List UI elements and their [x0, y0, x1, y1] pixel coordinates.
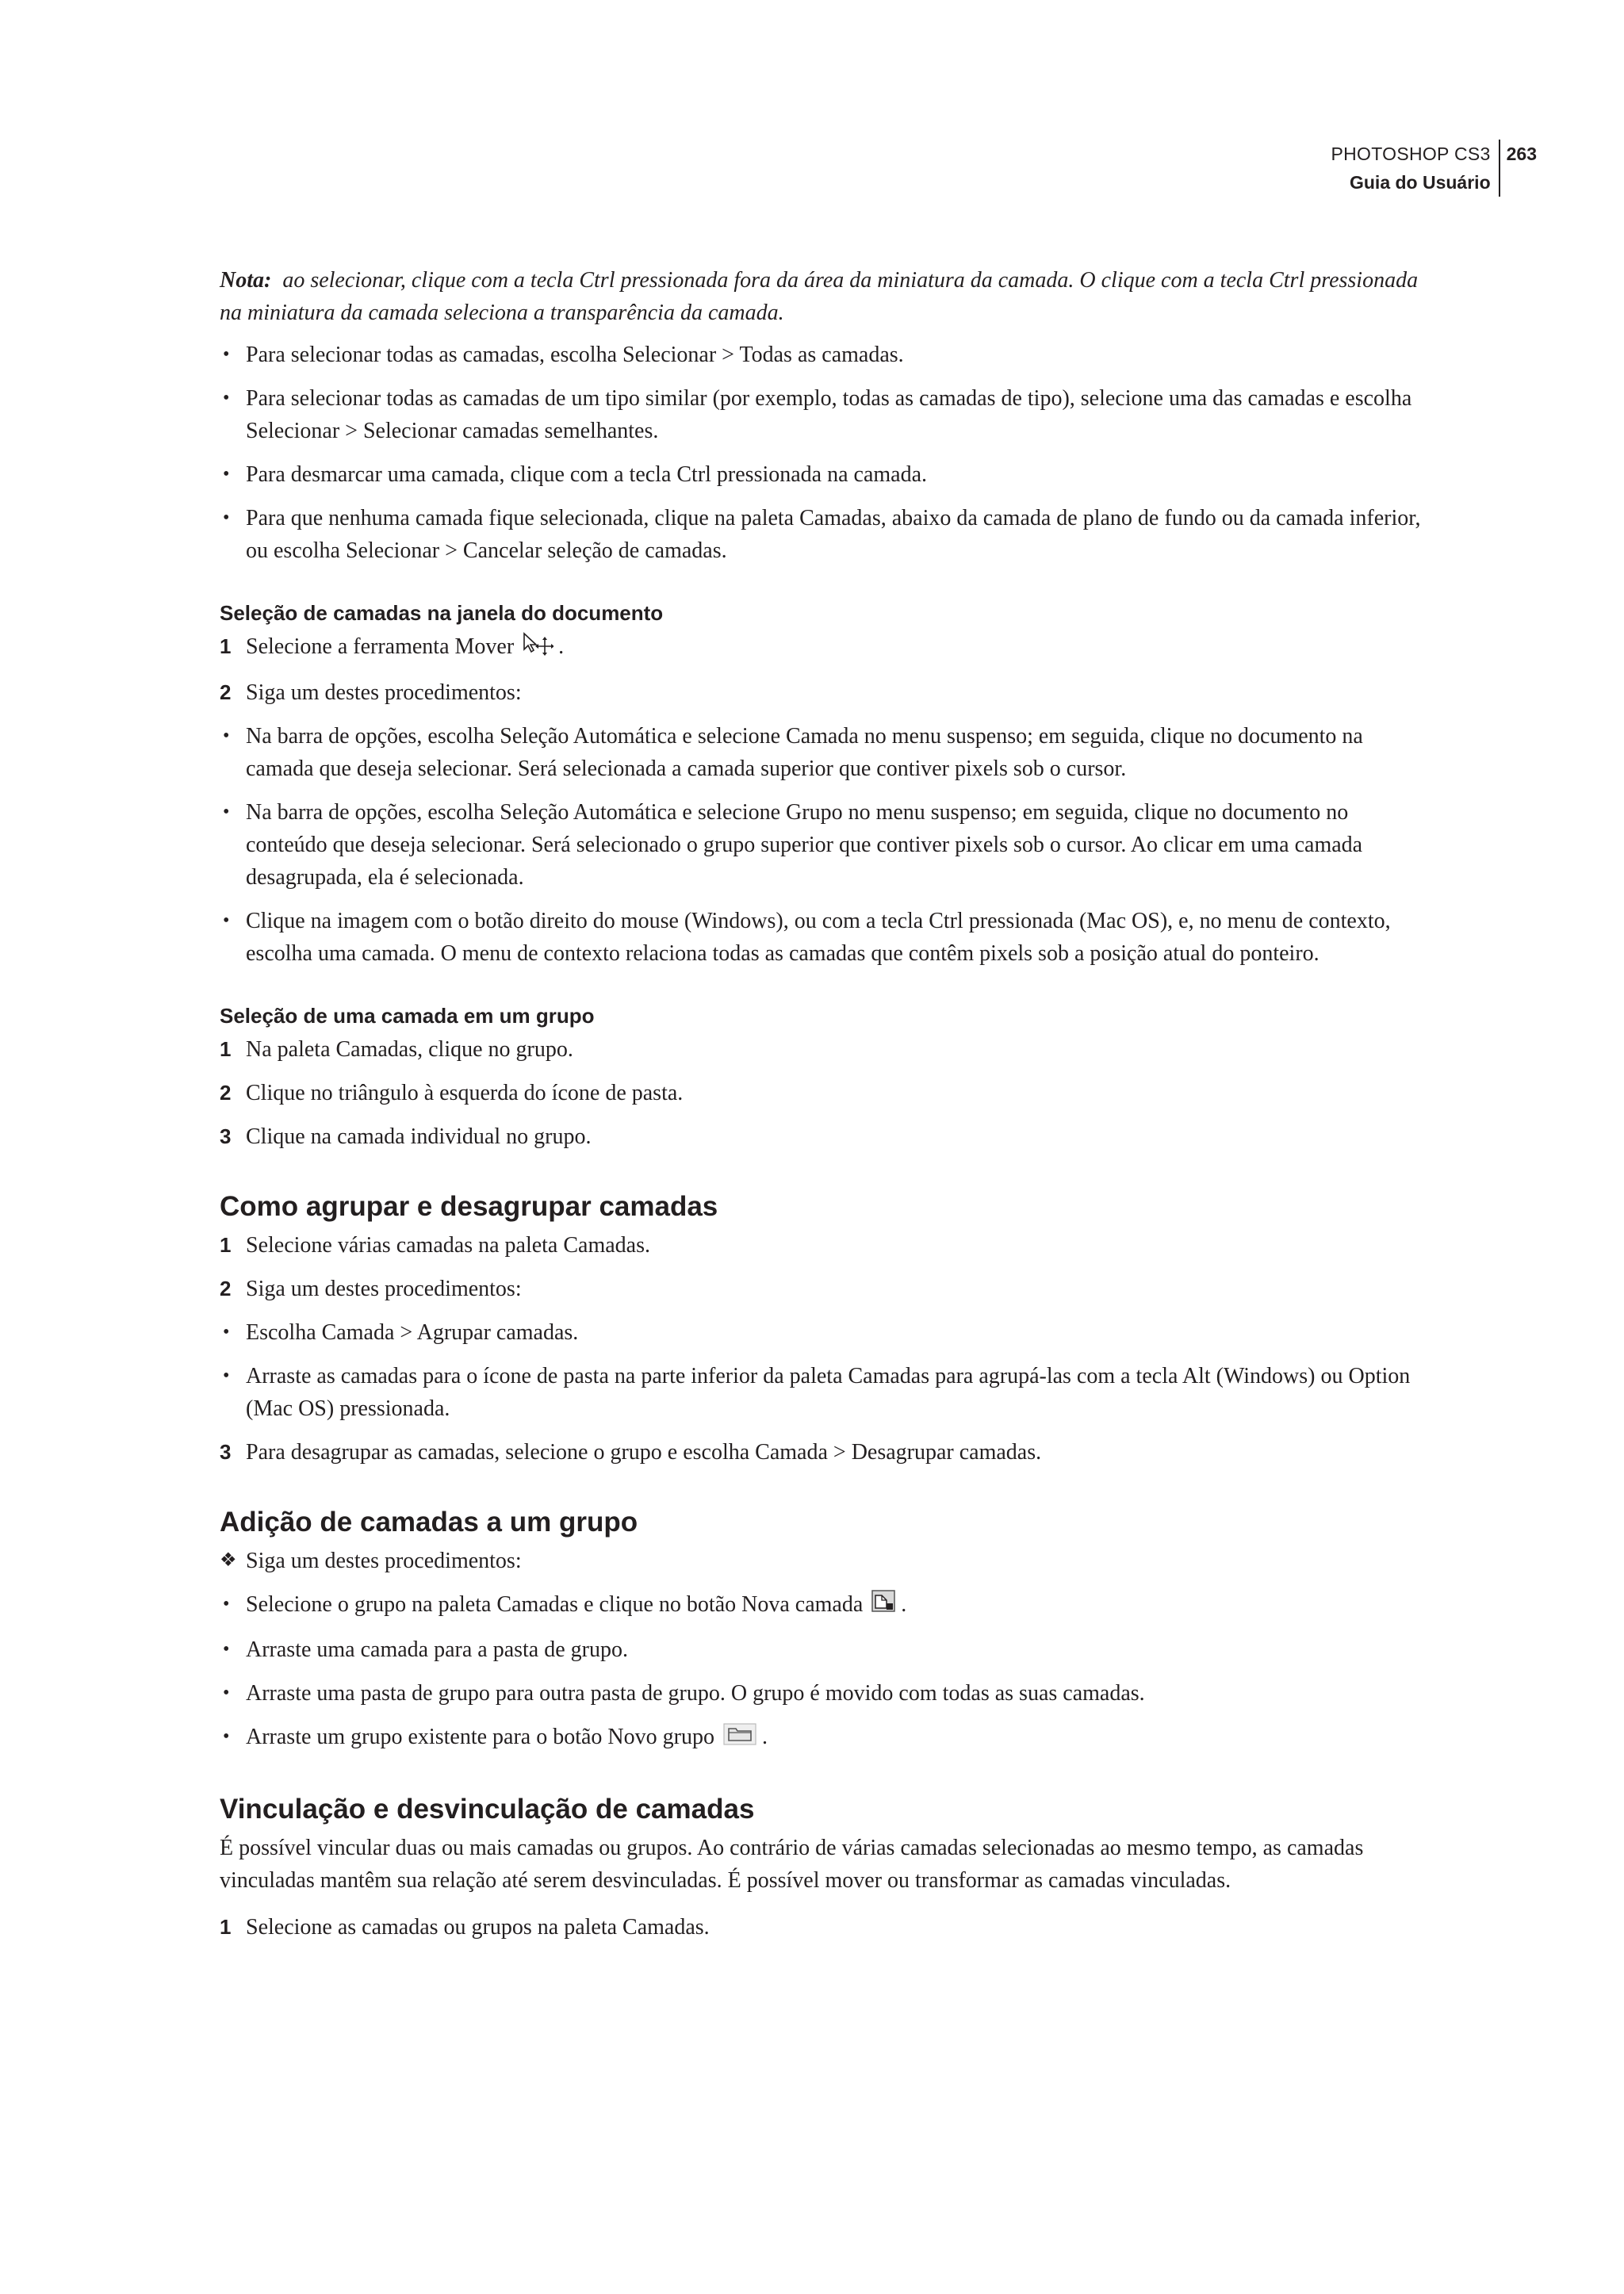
step-number: 2: [220, 1080, 232, 1105]
bullet-mark: •: [223, 1726, 230, 1748]
step-text: Para desagrupar as camadas, selecione o grupo e escolha Camada > Desagrupar camadas.: [246, 1439, 1042, 1465]
list-item: [220, 1677, 1425, 1710]
subheading-group-select: Seleção de uma camada em um grupo: [220, 1003, 595, 1028]
list-item: [220, 720, 1425, 785]
step: [220, 1273, 1425, 1305]
list-item-text: Para selecionar todas as camadas, escolha Selecionar > Todas as camadas.: [246, 343, 904, 367]
new-layer-icon: [871, 1589, 896, 1622]
step-text: Siga um destes procedimentos:: [246, 680, 522, 705]
bullet-mark: •: [223, 1639, 230, 1660]
list-item: [220, 1633, 1425, 1666]
list-item-text: Arraste um grupo existente para o botão Novo grupo: [246, 1725, 714, 1750]
list-item-text: Para que nenhuma camada fique selecionada, clique na paleta Camadas, abaixo da camada de plano de fundo ou da camada inferior, ou escolha Selecionar > Cancelar seleção de camadas.: [246, 506, 1421, 563]
list-item: [220, 458, 1425, 491]
bullet-mark: •: [223, 801, 230, 822]
note: [220, 264, 1425, 329]
paragraph: É possível vincular duas ou mais camadas ou grupos. Ao contrário de várias camadas selecionadas ao mesmo tempo, as camadas vinculadas mantêm sua relação até serem desvinculadas. É possível mover ou transformar as camadas vinculadas.: [220, 1835, 1364, 1893]
heading-link: Vinculação e desvinculação de camadas: [220, 1793, 755, 1825]
procedure-lead: [220, 1545, 1425, 1577]
header-product: PHOTOSHOP CS3: [1331, 144, 1491, 164]
list-item-text-end: .: [761, 1725, 768, 1750]
bullet-mark: •: [223, 1321, 230, 1342]
list-item: [220, 1360, 1425, 1425]
step-number: 1: [220, 1036, 232, 1061]
list-item-text: Selecione o grupo na paleta Camadas e clique no botão Nova camada: [246, 1591, 864, 1617]
step-number: 1: [220, 634, 232, 658]
bullet-mark: •: [223, 344, 230, 365]
list-item-text: Arraste uma camada para a pasta de grupo.: [246, 1637, 628, 1663]
step-text-end: .: [558, 634, 565, 659]
step-text: Clique na camada individual no grupo.: [246, 1124, 592, 1149]
bullet-mark: •: [223, 388, 230, 408]
note-label: Nota:: [220, 268, 272, 293]
bullet-mark: •: [223, 1365, 230, 1386]
header-text: [1331, 140, 1498, 197]
bullet-mark: •: [223, 1683, 230, 1704]
list-item-text: Arraste as camadas para o ícone de pasta na parte inferior da paleta Camadas para agrupá-las com a tecla Alt (Windows) ou Option (Mac OS) pressionada.: [246, 1363, 1411, 1421]
step: [220, 1436, 1425, 1469]
header-guide: Guia do Usuário: [1349, 172, 1491, 193]
step-text: Selecione várias camadas na paleta Camadas.: [246, 1232, 650, 1258]
list-item: [220, 796, 1425, 894]
step: [220, 1911, 1425, 1944]
step: [220, 630, 1425, 665]
page-number: 263: [1506, 144, 1537, 164]
step-number: 2: [220, 1276, 232, 1300]
move-tool-icon: [522, 632, 553, 665]
page-content: [220, 264, 1425, 1955]
step-number: 3: [220, 1439, 232, 1464]
step: [220, 676, 1425, 709]
list-item: [220, 1316, 1425, 1349]
list-item-text: Na barra de opções, escolha Seleção Automática e selecione Camada no menu suspenso; em seguida, clique no documento na camada que deseja selecionar. Será selecionada a camada superior que contiver pixels sob o cursor.: [246, 723, 1363, 781]
subheading-doc-window: Seleção de camadas na janela do documento: [220, 601, 664, 625]
page-header: [1331, 140, 1537, 197]
bullet-mark: •: [223, 464, 230, 484]
list-item: [220, 502, 1425, 567]
step-text: Na paleta Camadas, clique no grupo.: [246, 1036, 573, 1062]
diamond-mark: ❖: [220, 1549, 237, 1571]
step: [220, 1229, 1425, 1262]
list-item: [220, 1588, 1425, 1623]
list-item-text: Escolha Camada > Agrupar camadas.: [246, 1319, 579, 1345]
step-number: 2: [220, 680, 232, 704]
heading-grouping: Como agrupar e desagrupar camadas: [220, 1190, 718, 1222]
heading-add: Adição de camadas a um grupo: [220, 1506, 638, 1538]
step-number: 1: [220, 1914, 232, 1939]
list-item-text: Clique na imagem com o botão direito do mouse (Windows), ou com a tecla Ctrl pressionada (Mac OS), e, no menu de contexto, escolha uma camada. O menu de contexto relaciona todas as camadas que contêm pixels sob a posição atual do ponteiro.: [246, 908, 1391, 966]
list-item: [220, 382, 1425, 447]
list-item-text: Para desmarcar uma camada, clique com a tecla Ctrl pressionada na camada.: [246, 462, 928, 487]
step: [220, 1033, 1425, 1066]
step-text: Selecione as camadas ou grupos na paleta Camadas.: [246, 1914, 710, 1940]
list-item-text: Arraste uma pasta de grupo para outra pasta de grupo. O grupo é movido com todas as suas camadas.: [246, 1681, 1145, 1706]
step: [220, 1120, 1425, 1153]
step-number: 1: [220, 1232, 232, 1257]
step-number: 3: [220, 1124, 232, 1148]
list-item: [220, 1721, 1425, 1756]
step: [220, 1077, 1425, 1109]
list-item-text-end: .: [901, 1591, 907, 1617]
list-item: [220, 339, 1425, 371]
list-item-text: Na barra de opções, escolha Seleção Automática e selecione Grupo no menu suspenso; em seguida, clique no documento no conteúdo que deseja selecionar. Será selecionado o grupo superior que contiver pixels sob o cursor. Ao clicar em uma camada desagrupada, ela é selecionada.: [246, 799, 1363, 890]
procedure-lead-text: Siga um destes procedimentos:: [246, 1548, 522, 1573]
bullet-mark: •: [223, 507, 230, 528]
new-group-folder-icon: [722, 1722, 757, 1756]
step-text: Clique no triângulo à esquerda do ícone de pasta.: [246, 1080, 684, 1105]
step-text: Siga um destes procedimentos:: [246, 1276, 522, 1301]
list-item-text: Para selecionar todas as camadas de um tipo similar (por exemplo, todas as camadas de tipo), selecione uma das camadas e escolha Selecionar > Selecionar camadas semelhantes.: [246, 386, 1412, 443]
bullet-mark: •: [223, 1593, 230, 1614]
bullet-mark: •: [223, 910, 230, 931]
bullet-mark: •: [223, 725, 230, 746]
list-item: [220, 905, 1425, 970]
step-text: Selecione a ferramenta Mover: [246, 634, 515, 659]
note-text: ao selecionar, clique com a tecla Ctrl pressionada fora da área da miniatura da camada. O clique com a tecla Ctrl pressionada na miniatura da camada seleciona a transparência da camada.: [220, 268, 1419, 325]
